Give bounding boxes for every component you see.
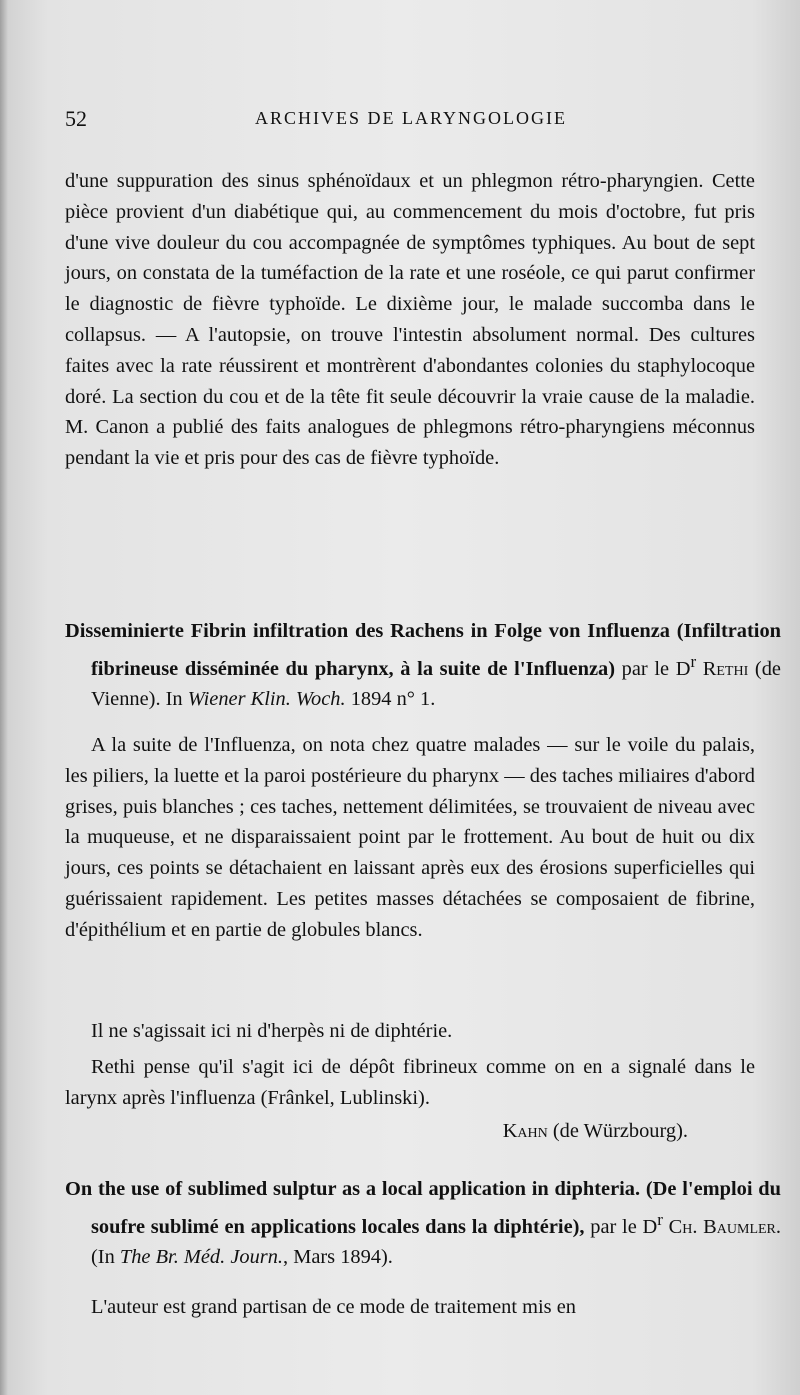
page-number: 52 — [65, 106, 87, 131]
article1-dr-superscript: r — [690, 651, 697, 671]
article2-author: Ch. Baumler. — [668, 1215, 781, 1238]
article1-title: Disseminierte Fibrin infiltration des Rachens in Folge von Influenza (Infiltration fibrineuse disséminée du pharynx, à la suite de l'Influenza) — [65, 620, 781, 680]
article2-heading — [65, 1174, 781, 1273]
article1-location: (de Vienne). In — [91, 657, 781, 711]
running-head: ARCHIVES DE LARYNGOLOGIE — [255, 108, 567, 128]
article1-author: Rethi — [702, 657, 749, 680]
intro-paragraph: d'une suppuration des sinus sphénoïdaux et un phlegmon rétro-pharyngien. Cette pièce provient d'un diabétique qui, au commencement du mois d'octobre, fut pris d'une vive douleur du cou accompagnée de symptômes typhiques. Au bout de sept jours, on constata de la tuméfaction de la rate et une roséole, ce qui parut confirmer le diagnostic de fièvre typhoïde. Le dixième jour, le malade succomba dans le collapsus. — A l'autopsie, on trouve l'intestin absolument normal. Des cultures faites avec la rate réussirent et montrèrent d'abondantes colonies du staphylocoque doré. La section du cou et de la tête fit seule découvrir la vraie cause de la maladie. M. Canon a publié des faits analogues de phlegmons rétro-pharyngiens méconnus pendant la vie et pris pour des cas de fièvre typhoïde. — [65, 170, 755, 470]
article2-by-label: par le D — [590, 1215, 658, 1238]
article1-reviewer-place: (de Würzbourg). — [552, 1120, 688, 1142]
article2-journal: The Br. Méd. Journ. — [119, 1246, 283, 1269]
article1-citation: 1894 n° 1. — [350, 688, 436, 711]
article1-paragraph-1: A la suite de l'Influenza, on nota chez quatre malades — sur le voile du palais, les piliers, la luette et la paroi postérieure du pharynx — des taches miliaires d'abord grises, puis blanches ; ces taches, nettement délimitées, se trouvaient de niveau avec la muqueuse, et ne disparaissaient point par le frottement. Au bout de huit ou dix jours, ces points se détachaient en laissant après eux des érosions superficielles qui guérissaient rapidement. Les petites masses détachées se composaient de fibrine, d'épithélium et en partie de globules blancs. — [65, 734, 755, 941]
article2-paragraph-1: L'auteur est grand partisan de ce mode de traitement mis en — [91, 1296, 576, 1318]
article1-journal: Wiener Klin. Woch. — [187, 688, 346, 711]
page-spine-shadow — [0, 0, 8, 1395]
article1-paragraph-2: Il ne s'agissait ici ni d'herpès ni de diphtérie. — [91, 1020, 453, 1042]
article2-title: On the use of sublimed sulptur as a local application in diphteria. (De l'emploi du soufre sublimé en applications locales dans la diphtérie), — [65, 1178, 781, 1238]
page-header — [65, 106, 755, 136]
article2-citation: , Mars 1894). — [283, 1246, 393, 1269]
article1-heading — [65, 616, 781, 715]
article1-paragraph-3: Rethi pense qu'il s'agit ici de dépôt fibrineux comme on en a signalé dans le larynx après l'influenza (Frânkel, Lublinski). — [65, 1056, 755, 1109]
article2-dr-superscript: r — [657, 1209, 663, 1229]
article1-reviewer-name: Kahn — [502, 1120, 548, 1142]
article1-reviewer-signature — [503, 1120, 688, 1143]
article2-in-label: (In — [91, 1246, 115, 1269]
article1-by-label: par le D — [621, 657, 691, 680]
